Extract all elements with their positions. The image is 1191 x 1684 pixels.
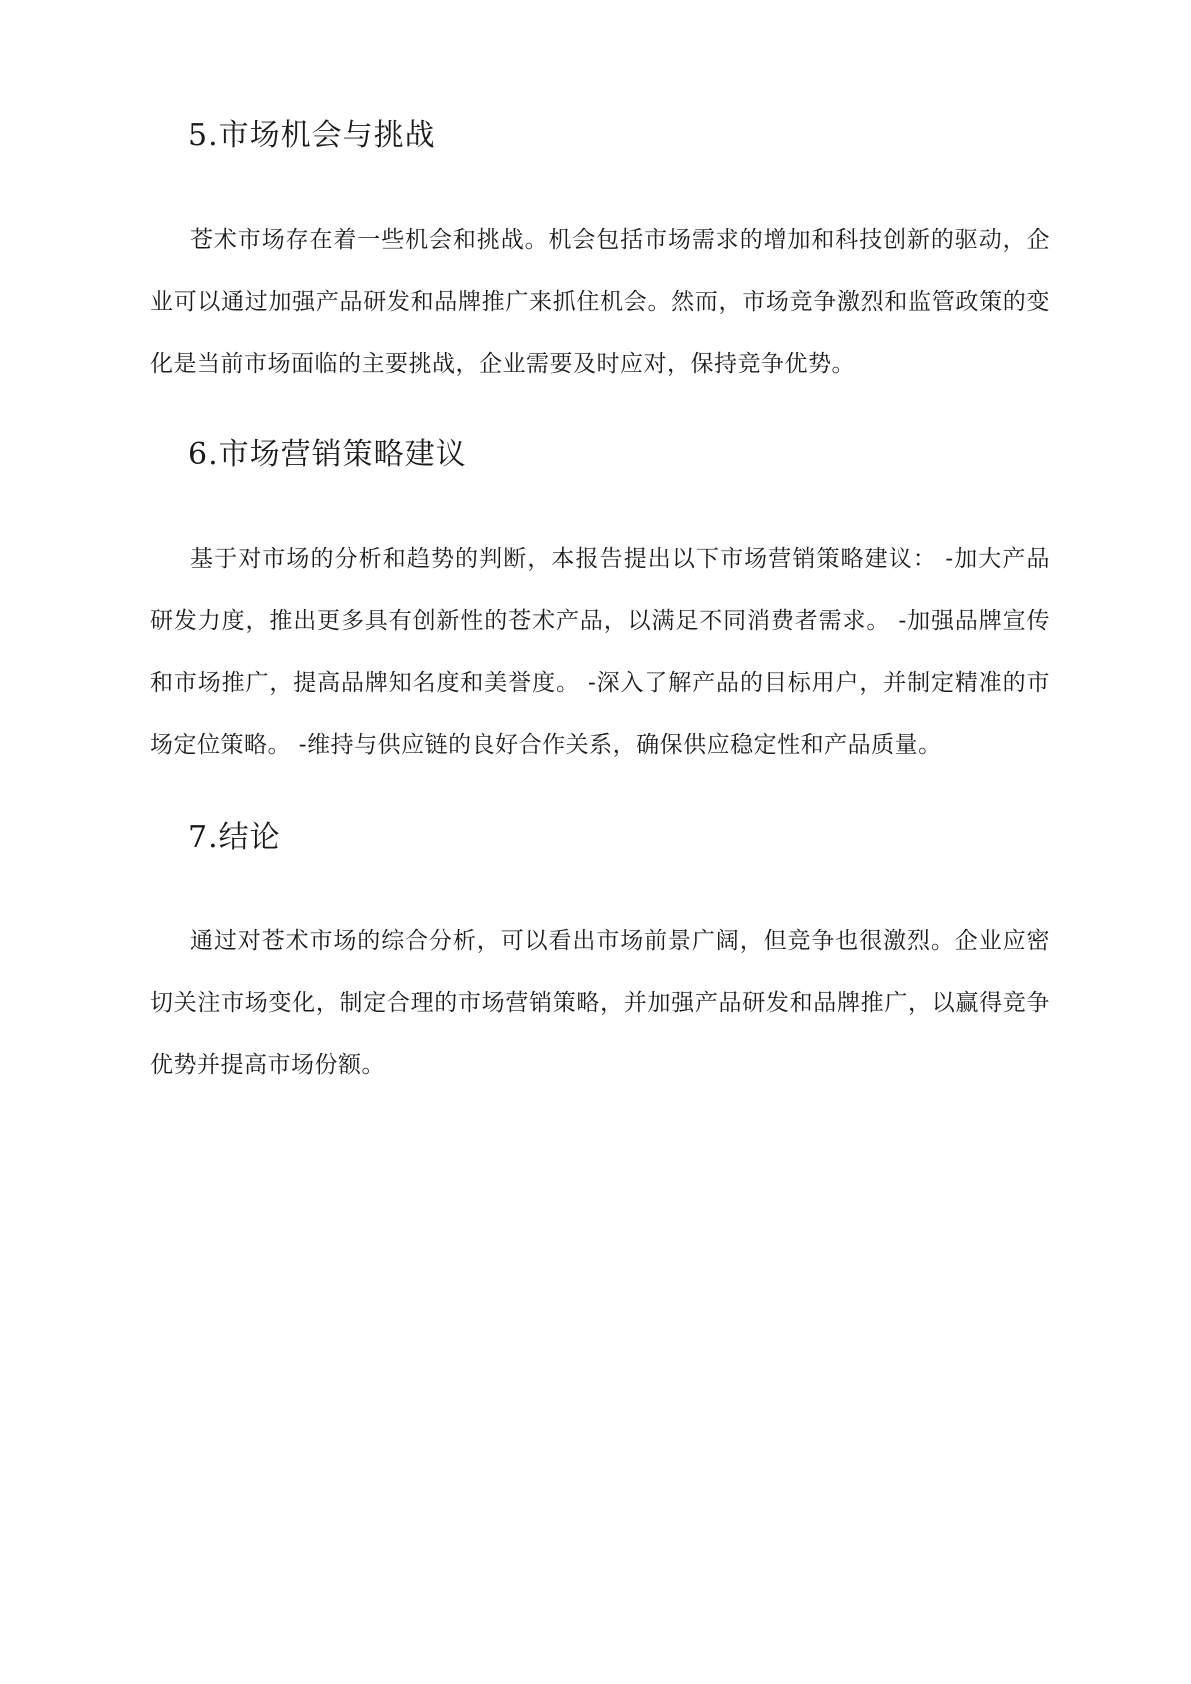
section-6-paragraph: 基于对市场的分析和趋势的判断，本报告提出以下市场营销策略建议： -加大产品研发力度，推出更多具有创新性的苍术产品，以满足不同消费者需求。 -加强品牌宣传和市场推广，提高品牌知名度和美誉度。 -深入了解产品的目标用户，并制定精准的市场定位策略。 -维持与供应链的良好合作关系，确保供应稳定性和产品质量。 — [150, 546, 1050, 758]
section-7-heading: 7.结论 — [188, 820, 281, 855]
section-6-heading: 6.市场营销策略建议 — [188, 437, 467, 472]
section-5-paragraph: 苍术市场存在着一些机会和挑战。机会包括市场需求的增加和科技创新的驱动，企业可以通过加强产品研发和品牌推广来抓住机会。然而，市场竞争激烈和监管政策的变化是当前市场面临的主要挑战，企业需要及时应对，保持竞争优势。 — [150, 227, 1050, 377]
section-5-heading: 5.市场机会与挑战 — [188, 118, 436, 153]
section-7-paragraph: 通过对苍术市场的综合分析，可以看出市场前景广阔，但竞争也很激烈。企业应密切关注市场变化，制定合理的市场营销策略，并加强产品研发和品牌推广，以赢得竞争优势并提高市场份额。 — [150, 928, 1050, 1078]
